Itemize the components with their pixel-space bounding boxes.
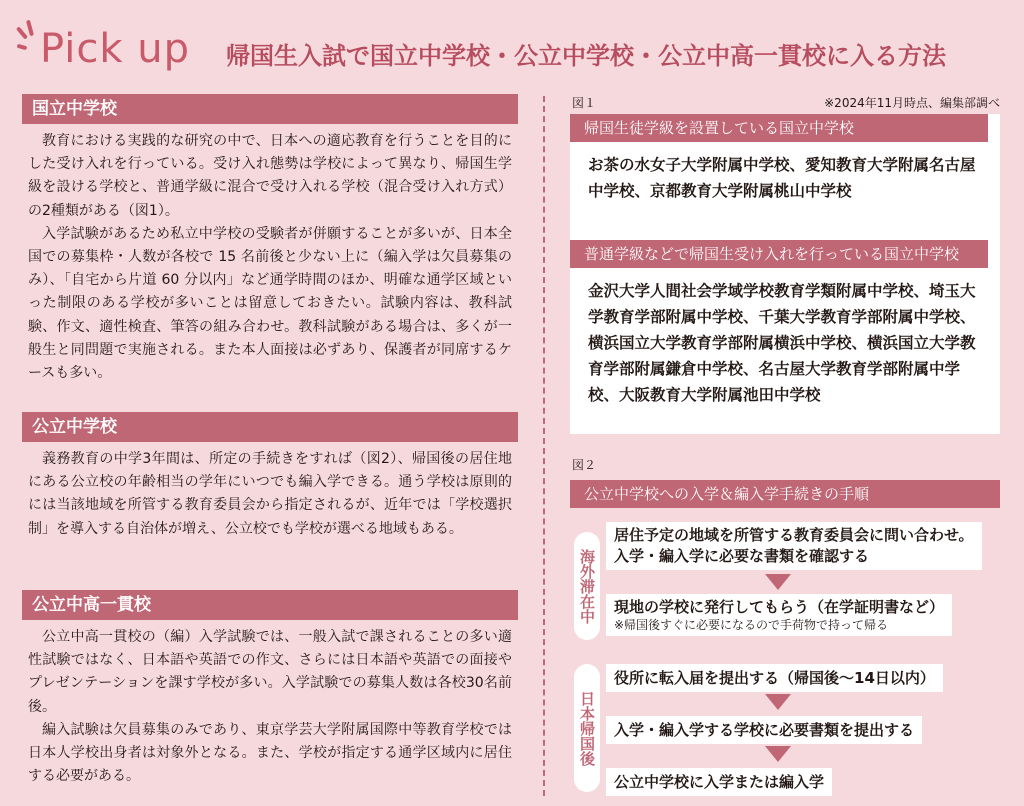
- paragraph: 教育における実践的な研究の中で、日本への適応教育を行うことを目的にした受け入れを行っている。受け入れ態勢は学校によって異なり、帰国生学級を設ける学校と、普通学級に混合で受け入れる学校（混合受け入れ方式）の2種類がある（図1）。: [28, 133, 512, 219]
- page-title: 帰国生入試で国立中学校・公立中学校・公立中高一貫校に入る方法: [226, 42, 946, 70]
- flow-step-text: 入学・編入学に必要な書類を確認する: [614, 547, 870, 565]
- figure1-box: [570, 114, 1000, 434]
- flow-step-5: [606, 768, 832, 796]
- tag-abroad-text: 海外滞在中: [578, 548, 596, 624]
- flow-step-1: [606, 522, 982, 570]
- flow-step-4: [606, 716, 922, 744]
- figure2-heading: 公立中学校への入学＆編入学手続きの手順: [570, 480, 1000, 508]
- section-heading: 国立中学校: [22, 94, 518, 124]
- flow-step-2: [606, 594, 952, 636]
- section-heading: 公立中学校: [22, 412, 518, 442]
- column-divider: [543, 96, 545, 796]
- paragraph: 公立中高一貫校の（編）入学試験では、一般入試で課されることの多い適性試験ではなく、日本語や英語での作文、さらには日本語や英語での面接やプレゼンテーションを課す学校が多い。入学試験での募集人数は各校30名前後。: [28, 629, 512, 715]
- header: [0, 0, 1024, 86]
- flow-step-text: 現地の学校に発行してもらう（在学証明書など）: [614, 598, 945, 616]
- down-arrow-icon: [765, 694, 791, 710]
- figure1-group-heading: 普通学級などで帰国生受け入れを行っている国立中学校: [570, 240, 988, 268]
- flow-step-text: 居住予定の地域を所管する教育委員会に問い合わせ。: [614, 526, 974, 544]
- figure1-note: ※2024年11月時点、編集部調べ: [824, 96, 1000, 110]
- pickup-logo: Pick up: [40, 26, 190, 72]
- tag-return-text: 日本帰国後: [578, 690, 596, 766]
- paragraph: 編入試験は欠員募集のみであり、東京学芸大学附属国際中等教育学校では日本人学校出身者は対象外となる。また、学校が指定する通学区域内に居住する必要がある。: [28, 721, 512, 785]
- section-national: [22, 94, 518, 385]
- section-heading: 公立中高一貫校: [22, 590, 518, 620]
- flow-step-text: 入学・編入学する学校に必要書類を提出する: [614, 721, 915, 739]
- flow-step-note: ※帰国後すぐに必要になるので手荷物で持って帰る: [614, 618, 889, 632]
- figure1-group-text: お茶の水女子大学附属中学校、愛知教育大学附属名古屋中学校、京都教育大学附属桃山中学校: [588, 156, 976, 200]
- paragraph: 義務教育の中学3年間は、所定の手続きをすれば（図2）、帰国後の居住地にある公立校の年齢相当の学年にいつでも編入学できる。通う学校は原則的には当該地域を所管する教育委員会から指定されるが、近年では「学校選択制」を導入する自治体が増え、公立校でも学校が選べる地域もある。: [28, 451, 512, 537]
- down-arrow-icon: [765, 574, 791, 590]
- flow-step-text: 公立中学校に入学または編入学: [614, 773, 825, 791]
- section-body: [22, 124, 518, 385]
- down-arrow-icon: [765, 746, 791, 762]
- figure1-label: 図１: [572, 96, 597, 110]
- section-body: [22, 442, 518, 541]
- flow-step-3: [606, 664, 943, 692]
- figure1-group-heading: 帰国生徒学級を設置している国立中学校: [570, 114, 988, 142]
- figure2-label: 図２: [572, 458, 597, 472]
- tag-abroad: [574, 532, 600, 640]
- flow-step-text: 役所に転入届を提出する（帰国後〜14日以内）: [614, 669, 935, 687]
- figure1-group-text: 金沢大学人間社会学域学校教育学類附属中学校、埼玉大学教育学部附属中学校、千葉大学教育学部附属中学校、横浜国立大学教育学部附属横浜中学校、横浜国立大学教育学部附属鎌倉中学校、名古屋大学教育学部附属中学校、大阪教育大学附属池田中学校: [588, 282, 976, 404]
- section-integrated: [22, 590, 518, 788]
- section-body: [22, 620, 518, 788]
- paragraph: 入学試験があるため私立中学校の受験者が併願することが多いが、日本全国での募集枠・人数が各校で 15 名前後と少ない上に（編入学は欠員募集のみ）、「自宅から片道 60 分以内」など通学時間のほか、明確な通学区域といった制限のある学校が多いことは留意しておきたい。試験内容は、教科試験、作文、適性検査、筆答の組み合わせ。教科試験がある場合は、多くが一般生と同問題で実施される。また本人面接は必ずあり、保護者が同席するケースも多い。: [28, 225, 512, 382]
- tag-return: [574, 664, 600, 792]
- section-public: [22, 412, 518, 541]
